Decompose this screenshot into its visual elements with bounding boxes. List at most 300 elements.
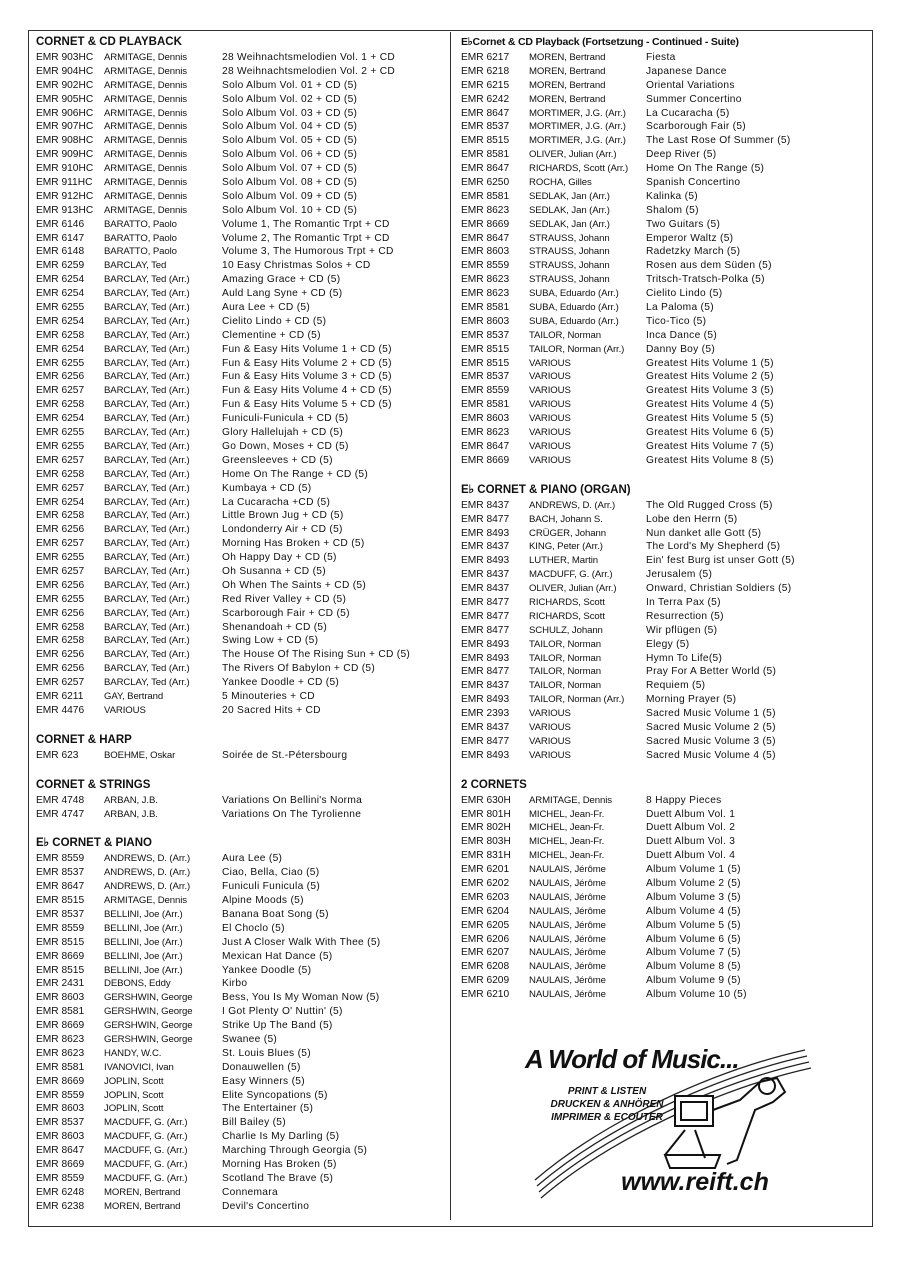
- composer: IVANOVICI, Ivan: [104, 1061, 174, 1073]
- catalog-row: [36, 1200, 446, 1214]
- section-heading: E♭ CORNET & PIANO (ORGAN): [461, 483, 631, 496]
- catalog-row: [461, 960, 866, 974]
- catalog-row: [461, 933, 866, 947]
- catalog-row: [36, 794, 446, 808]
- composer: STRAUSS, Johann: [529, 246, 610, 258]
- catalog-row: [36, 1019, 446, 1033]
- item-code: EMR 8581: [461, 190, 510, 202]
- title: Solo Album Vol. 01 + CD (5): [222, 79, 358, 91]
- composer: VARIOUS: [529, 399, 571, 411]
- title: Solo Album Vol. 08 + CD (5): [222, 177, 358, 189]
- catalog-row: [36, 894, 446, 908]
- composer: SEDLAK, Jan (Arr.): [529, 204, 610, 216]
- item-code: EMR 630H: [461, 794, 511, 806]
- catalog-row: [461, 329, 866, 343]
- composer: BARCLAY, Ted (Arr.): [104, 510, 190, 522]
- composer: TAILOR, Norman: [529, 329, 601, 341]
- composer: BARCLAY, Ted (Arr.): [104, 440, 190, 452]
- item-code: EMR 6257: [36, 482, 85, 494]
- title: Scotland The Brave (5): [222, 1172, 334, 1184]
- title: 8 Happy Pieces: [646, 794, 722, 806]
- item-code: EMR 6256: [36, 649, 85, 661]
- catalog-row: [461, 343, 866, 357]
- composer: BARCLAY, Ted (Arr.): [104, 357, 190, 369]
- catalog-row: [36, 551, 446, 565]
- item-code: EMR 6256: [36, 371, 85, 383]
- item-code: EMR 6211: [36, 690, 84, 702]
- catalog-row: [36, 880, 446, 894]
- catalog-row: [461, 988, 866, 1002]
- item-code: EMR 8437: [461, 569, 510, 581]
- item-code: EMR 8515: [36, 936, 85, 948]
- composer: SEDLAK, Jan (Arr.): [529, 190, 610, 202]
- title: Greatest Hits Volume 3 (5): [646, 385, 774, 397]
- item-code: EMR 8623: [461, 274, 510, 286]
- catalog-row: [36, 148, 446, 162]
- composer: BARATTO, Paolo: [104, 232, 177, 244]
- catalog-row: [461, 218, 866, 232]
- section-heading: 2 CORNETS: [461, 778, 527, 791]
- item-code: EMR 909HC: [36, 149, 94, 161]
- item-code: EMR 8493: [461, 749, 510, 761]
- title: Volume 1, The Romantic Trpt + CD: [222, 218, 390, 230]
- title: Summer Concertino: [646, 93, 742, 105]
- item-code: EMR 8581: [461, 149, 510, 161]
- section-heading: E♭Cornet & CD Playback (Fortsetzung - Continued - Suite): [461, 36, 739, 48]
- composer: ANDREWS, D. (Arr.): [529, 499, 616, 511]
- right-column: [461, 34, 866, 1016]
- catalog-row: [36, 468, 446, 482]
- catalog-row: [36, 343, 446, 357]
- catalog-row: [36, 1075, 446, 1089]
- title: Solo Album Vol. 05 + CD (5): [222, 135, 358, 147]
- item-code: EMR 8603: [36, 1103, 85, 1115]
- title: Elegy (5): [646, 638, 690, 650]
- title: The Entertainer (5): [222, 1103, 314, 1115]
- catalog-row: [36, 509, 446, 523]
- title: Solo Album Vol. 04 + CD (5): [222, 121, 358, 133]
- title: Charlie Is My Darling (5): [222, 1131, 340, 1143]
- catalog-row: [36, 852, 446, 866]
- item-code: EMR 6146: [36, 218, 85, 230]
- composer: BARCLAY, Ted (Arr.): [104, 399, 190, 411]
- item-code: EMR 6258: [36, 635, 85, 647]
- logo-line-3: IMPRIMER & ECOUTER: [551, 1112, 663, 1123]
- title: Album Volume 1 (5): [646, 864, 741, 876]
- item-code: EMR 8581: [461, 302, 510, 314]
- title: Solo Album Vol. 07 + CD (5): [222, 163, 358, 175]
- item-code: EMR 6258: [36, 621, 85, 633]
- title: La Paloma (5): [646, 302, 714, 314]
- item-code: EMR 802H: [461, 822, 511, 834]
- catalog-row: [461, 596, 866, 610]
- item-code: EMR 8647: [461, 107, 510, 119]
- item-code: EMR 6255: [36, 552, 85, 564]
- catalog-row: [36, 218, 446, 232]
- title: Kirbo: [222, 978, 248, 990]
- title: Duett Album Vol. 2: [646, 822, 736, 834]
- composer: MOREN, Bertrand: [529, 93, 606, 105]
- composer: BELLINI, Joe (Arr.): [104, 950, 183, 962]
- catalog-row: [36, 482, 446, 496]
- title: Inca Dance (5): [646, 329, 718, 341]
- title: Hymn To Life(5): [646, 652, 723, 664]
- composer: TAILOR, Norman: [529, 652, 601, 664]
- catalog-row: [461, 259, 866, 273]
- composer: BARCLAY, Ted (Arr.): [104, 663, 190, 675]
- item-code: EMR 8647: [461, 232, 510, 244]
- item-code: EMR 8603: [461, 246, 510, 258]
- item-code: EMR 6258: [36, 399, 85, 411]
- title: Greatest Hits Volume 7 (5): [646, 440, 774, 452]
- item-code: EMR 801H: [461, 808, 511, 820]
- item-code: EMR 6254: [36, 288, 85, 300]
- catalog-row: [36, 1172, 446, 1186]
- title: Funiculi-Funicula + CD (5): [222, 413, 349, 425]
- reift-logo: [515, 1040, 815, 1200]
- title: Kumbaya + CD (5): [222, 482, 312, 494]
- catalog-row: [461, 204, 866, 218]
- catalog-row: [36, 922, 446, 936]
- composer: MOREN, Bertrand: [529, 79, 606, 91]
- item-code: EMR 8559: [36, 922, 85, 934]
- title: Strike Up The Band (5): [222, 1020, 333, 1032]
- composer: ARMITAGE, Dennis: [104, 107, 187, 119]
- catalog-row: [36, 1186, 446, 1200]
- title: Spanish Concertino: [646, 177, 741, 189]
- item-code: EMR 905HC: [36, 93, 94, 105]
- composer: STRAUSS, Johann: [529, 232, 610, 244]
- composer: VARIOUS: [529, 454, 571, 466]
- composer: VARIOUS: [104, 704, 146, 716]
- composer: GAY, Bertrand: [104, 690, 164, 702]
- composer: BACH, Johann S.: [529, 513, 603, 525]
- catalog-row: [36, 1089, 446, 1103]
- catalog-row: [36, 1130, 446, 1144]
- title: Greatest Hits Volume 6 (5): [646, 427, 774, 439]
- composer: BARCLAY, Ted (Arr.): [104, 607, 190, 619]
- item-code: EMR 8669: [461, 218, 510, 230]
- item-code: EMR 2431: [36, 978, 85, 990]
- title: Swanee (5): [222, 1034, 278, 1045]
- item-code: EMR 6254: [36, 274, 85, 286]
- item-code: EMR 8515: [461, 357, 510, 369]
- composer: MOREN, Bertrand: [529, 52, 606, 63]
- composer: GERSHWIN, George: [104, 1034, 193, 1045]
- catalog-row: [36, 357, 446, 371]
- item-code: EMR 8669: [36, 1159, 85, 1171]
- item-code: EMR 8647: [36, 1145, 85, 1157]
- item-code: EMR 6254: [36, 413, 85, 425]
- composer: SEDLAK, Jan (Arr.): [529, 218, 610, 230]
- catalog-row: [461, 273, 866, 287]
- title: In Terra Pax (5): [646, 596, 721, 608]
- item-code: EMR 8437: [461, 680, 510, 692]
- title: Album Volume 3 (5): [646, 891, 741, 903]
- title: Radetzky March (5): [646, 246, 741, 258]
- composer: BARCLAY, Ted (Arr.): [104, 385, 190, 397]
- catalog-row: [461, 162, 866, 176]
- composer: BARCLAY, Ted (Arr.): [104, 315, 190, 327]
- item-code: EMR 6257: [36, 454, 85, 466]
- composer: MOREN, Bertrand: [529, 65, 606, 77]
- catalog-row: [461, 707, 866, 721]
- catalog-row: [36, 120, 446, 134]
- composer: BARCLAY, Ted (Arr.): [104, 524, 190, 536]
- item-code: EMR 8477: [461, 624, 510, 636]
- title: Album Volume 2 (5): [646, 877, 741, 889]
- item-code: EMR 912HC: [36, 190, 94, 202]
- title: Greatest Hits Volume 4 (5): [646, 399, 774, 411]
- composer: ANDREWS, D. (Arr.): [104, 853, 191, 865]
- title: Solo Album Vol. 10 + CD (5): [222, 204, 358, 216]
- item-code: EMR 6209: [461, 975, 510, 987]
- composer: BELLINI, Joe (Arr.): [104, 964, 183, 976]
- title: Two Guitars (5): [646, 218, 721, 230]
- composer: RICHARDS, Scott: [529, 610, 605, 622]
- catalog-row: [36, 190, 446, 204]
- composer: BARCLAY, Ted (Arr.): [104, 302, 190, 314]
- composer: BARCLAY, Ted (Arr.): [104, 371, 190, 383]
- item-code: EMR 8647: [461, 440, 510, 452]
- composer: RICHARDS, Scott: [529, 596, 605, 608]
- catalog-row: [36, 496, 446, 510]
- title: Album Volume 6 (5): [646, 933, 741, 945]
- title: Fun & Easy Hits Volume 3 + CD (5): [222, 371, 392, 383]
- catalog-row: [36, 1144, 446, 1158]
- title: Greatest Hits Volume 2 (5): [646, 371, 774, 383]
- composer: TAILOR, Norman: [529, 638, 601, 650]
- title: Bess, You Is My Woman Now (5): [222, 992, 380, 1004]
- catalog-row: [36, 964, 446, 978]
- composer: VARIOUS: [529, 708, 571, 720]
- composer: GERSHWIN, George: [104, 1006, 193, 1018]
- composer: ANDREWS, D. (Arr.): [104, 867, 191, 879]
- catalog-row: [461, 176, 866, 190]
- composer: BARCLAY, Ted (Arr.): [104, 427, 190, 439]
- item-code: EMR 6255: [36, 593, 85, 605]
- title: Nun danket alle Gott (5): [646, 527, 762, 539]
- item-code: EMR 6255: [36, 427, 85, 439]
- title: Lobe den Herrn (5): [646, 513, 738, 525]
- item-code: EMR 8515: [36, 964, 85, 976]
- catalog-row: [36, 936, 446, 950]
- item-code: EMR 8669: [36, 950, 85, 962]
- catalog-section: [461, 34, 866, 468]
- catalog-row: [461, 638, 866, 652]
- composer: MICHEL, Jean-Fr.: [529, 822, 605, 834]
- composer: BELLINI, Joe (Arr.): [104, 922, 183, 934]
- catalog-row: [461, 919, 866, 933]
- catalog-row: [461, 384, 866, 398]
- composer: VARIOUS: [529, 413, 571, 425]
- title: Duett Album Vol. 3: [646, 836, 736, 848]
- composer: SUBA, Eduardo (Arr.): [529, 302, 619, 314]
- composer: ARMITAGE, Dennis: [104, 177, 187, 189]
- title: El Choclo (5): [222, 922, 285, 934]
- item-code: EMR 8559: [36, 853, 85, 865]
- catalog-row: [461, 735, 866, 749]
- item-code: EMR 6238: [36, 1200, 85, 1212]
- item-code: EMR 8437: [461, 583, 510, 595]
- catalog-row: [36, 134, 446, 148]
- item-code: EMR 8515: [36, 895, 85, 907]
- title: Scarborough Fair + CD (5): [222, 607, 350, 619]
- title: Deep River (5): [646, 149, 717, 161]
- cartoon-musician-icon: [665, 1078, 785, 1168]
- composer: BARCLAY, Ted (Arr.): [104, 274, 190, 286]
- item-code: EMR 6208: [461, 961, 510, 973]
- composer: MACDUFF, G. (Arr.): [104, 1145, 188, 1157]
- item-code: EMR 8537: [36, 867, 85, 879]
- catalog-row: [461, 877, 866, 891]
- item-code: EMR 913HC: [36, 204, 94, 216]
- title: 28 Weihnachtsmelodien Vol. 2 + CD: [222, 65, 396, 77]
- item-code: EMR 6218: [461, 65, 510, 77]
- title: La Cucaracha (5): [646, 107, 730, 119]
- catalog-row: [36, 991, 446, 1005]
- catalog-row: [36, 634, 446, 648]
- item-code: EMR 6257: [36, 385, 85, 397]
- title: Mexican Hat Dance (5): [222, 950, 333, 962]
- title: Ein' fest Burg ist unser Gott (5): [646, 555, 795, 567]
- item-code: EMR 6256: [36, 607, 85, 619]
- composer: ARBAN, J.B.: [104, 794, 158, 806]
- item-code: EMR 906HC: [36, 107, 94, 119]
- catalog-row: [36, 1005, 446, 1019]
- item-code: EMR 4476: [36, 704, 85, 716]
- catalog-row: [461, 863, 866, 877]
- title: Home On The Range (5): [646, 163, 765, 175]
- title: Soirée de St.-Pétersbourg: [222, 749, 348, 761]
- catalog-row: [36, 454, 446, 468]
- catalog-row: [461, 79, 866, 93]
- catalog-row: [461, 905, 866, 919]
- composer: BELLINI, Joe (Arr.): [104, 936, 183, 948]
- item-code: EMR 6254: [36, 315, 85, 327]
- catalog-row: [461, 301, 866, 315]
- catalog-row: [36, 259, 446, 273]
- composer: BARCLAY, Ted (Arr.): [104, 593, 190, 605]
- title: Volume 2, The Romantic Trpt + CD: [222, 232, 390, 244]
- composer: VARIOUS: [529, 440, 571, 452]
- title: Marching Through Georgia (5): [222, 1145, 368, 1157]
- composer: NAULAIS, Jérôme: [529, 877, 606, 889]
- item-code: EMR 8493: [461, 652, 510, 664]
- item-code: EMR 8581: [36, 1061, 85, 1073]
- item-code: EMR 6254: [36, 343, 85, 355]
- catalog-row: [36, 621, 446, 635]
- catalog-row: [461, 107, 866, 121]
- title: Fun & Easy Hits Volume 5 + CD (5): [222, 399, 392, 411]
- composer: ARMITAGE, Dennis: [104, 93, 187, 105]
- item-code: EMR 8623: [461, 427, 510, 439]
- catalog-row: [36, 287, 446, 301]
- composer: BELLINI, Joe (Arr.): [104, 908, 183, 920]
- catalog-row: [36, 232, 446, 246]
- item-code: EMR 8493: [461, 694, 510, 706]
- composer: SUBA, Eduardo (Arr.): [529, 315, 619, 327]
- composer: VARIOUS: [529, 749, 571, 761]
- title: Amazing Grace + CD (5): [222, 274, 341, 286]
- composer: NAULAIS, Jérôme: [529, 919, 606, 931]
- composer: BARCLAY, Ted (Arr.): [104, 649, 190, 661]
- catalog-row: [36, 565, 446, 579]
- composer: ARMITAGE, Dennis: [104, 135, 187, 147]
- catalog-row: [36, 176, 446, 190]
- catalog-section: [36, 835, 446, 1213]
- item-code: EMR 6256: [36, 524, 85, 536]
- item-code: EMR 8603: [36, 992, 85, 1004]
- item-code: EMR 6215: [461, 79, 510, 91]
- title: Variations On Bellini's Norma: [222, 794, 363, 806]
- title: Emperor Waltz (5): [646, 232, 734, 244]
- catalog-row: [461, 794, 866, 808]
- item-code: EMR 8603: [461, 315, 510, 327]
- title: Tico-Tico (5): [646, 315, 707, 327]
- item-code: EMR 6210: [461, 989, 510, 1001]
- item-code: EMR 6258: [36, 329, 85, 341]
- item-code: EMR 8493: [461, 527, 510, 539]
- title: Morning Has Broken + CD (5): [222, 538, 365, 550]
- title: Kalinka (5): [646, 190, 698, 202]
- composer: MICHEL, Jean-Fr.: [529, 836, 605, 848]
- catalog-row: [36, 107, 446, 121]
- title: Oh Susanna + CD (5): [222, 565, 326, 577]
- title: Pray For A Better World (5): [646, 666, 777, 678]
- item-code: EMR 6259: [36, 260, 85, 272]
- composer: NAULAIS, Jérôme: [529, 961, 606, 973]
- logo-line-1: PRINT & LISTEN: [567, 1086, 647, 1097]
- title: Album Volume 9 (5): [646, 975, 741, 987]
- composer: ARMITAGE, Dennis: [104, 163, 187, 175]
- title: Variations On The Tyrolienne: [222, 808, 362, 820]
- title: Aura Lee (5): [222, 853, 283, 865]
- catalog-row: [461, 93, 866, 107]
- title: Oriental Variations: [646, 79, 735, 91]
- title: Banana Boat Song (5): [222, 908, 329, 920]
- composer: BARCLAY, Ted (Arr.): [104, 538, 190, 550]
- catalog-row: [36, 65, 446, 79]
- title: Just A Closer Walk With Thee (5): [222, 936, 381, 948]
- title: I Got Plenty O' Nuttin' (5): [222, 1006, 343, 1018]
- item-code: EMR 907HC: [36, 121, 94, 133]
- item-code: EMR 6258: [36, 468, 85, 480]
- catalog-row: [461, 65, 866, 79]
- title: The Lord's My Shepherd (5): [646, 541, 781, 553]
- item-code: EMR 8559: [36, 1089, 85, 1101]
- composer: BARCLAY, Ted (Arr.): [104, 482, 190, 494]
- composer: MOREN, Bertrand: [104, 1186, 181, 1198]
- title: Connemara: [222, 1186, 278, 1198]
- item-code: EMR 902HC: [36, 79, 94, 91]
- catalog-row: [36, 866, 446, 880]
- catalog-row: [36, 977, 446, 991]
- item-code: EMR 8623: [36, 1034, 85, 1045]
- composer: BARCLAY, Ted (Arr.): [104, 565, 190, 577]
- composer: BARCLAY, Ted (Arr.): [104, 552, 190, 564]
- title: Shalom (5): [646, 204, 699, 216]
- catalog-row: [461, 370, 866, 384]
- item-code: EMR 8603: [36, 1131, 85, 1143]
- title: Sacred Music Volume 1 (5): [646, 708, 776, 720]
- composer: MORTIMER, J.G. (Arr.): [529, 107, 626, 119]
- catalog-row: [461, 513, 866, 527]
- title: Little Brown Jug + CD (5): [222, 510, 344, 522]
- catalog-row: [36, 662, 446, 676]
- catalog-row: [36, 204, 446, 218]
- composer: VARIOUS: [529, 735, 571, 747]
